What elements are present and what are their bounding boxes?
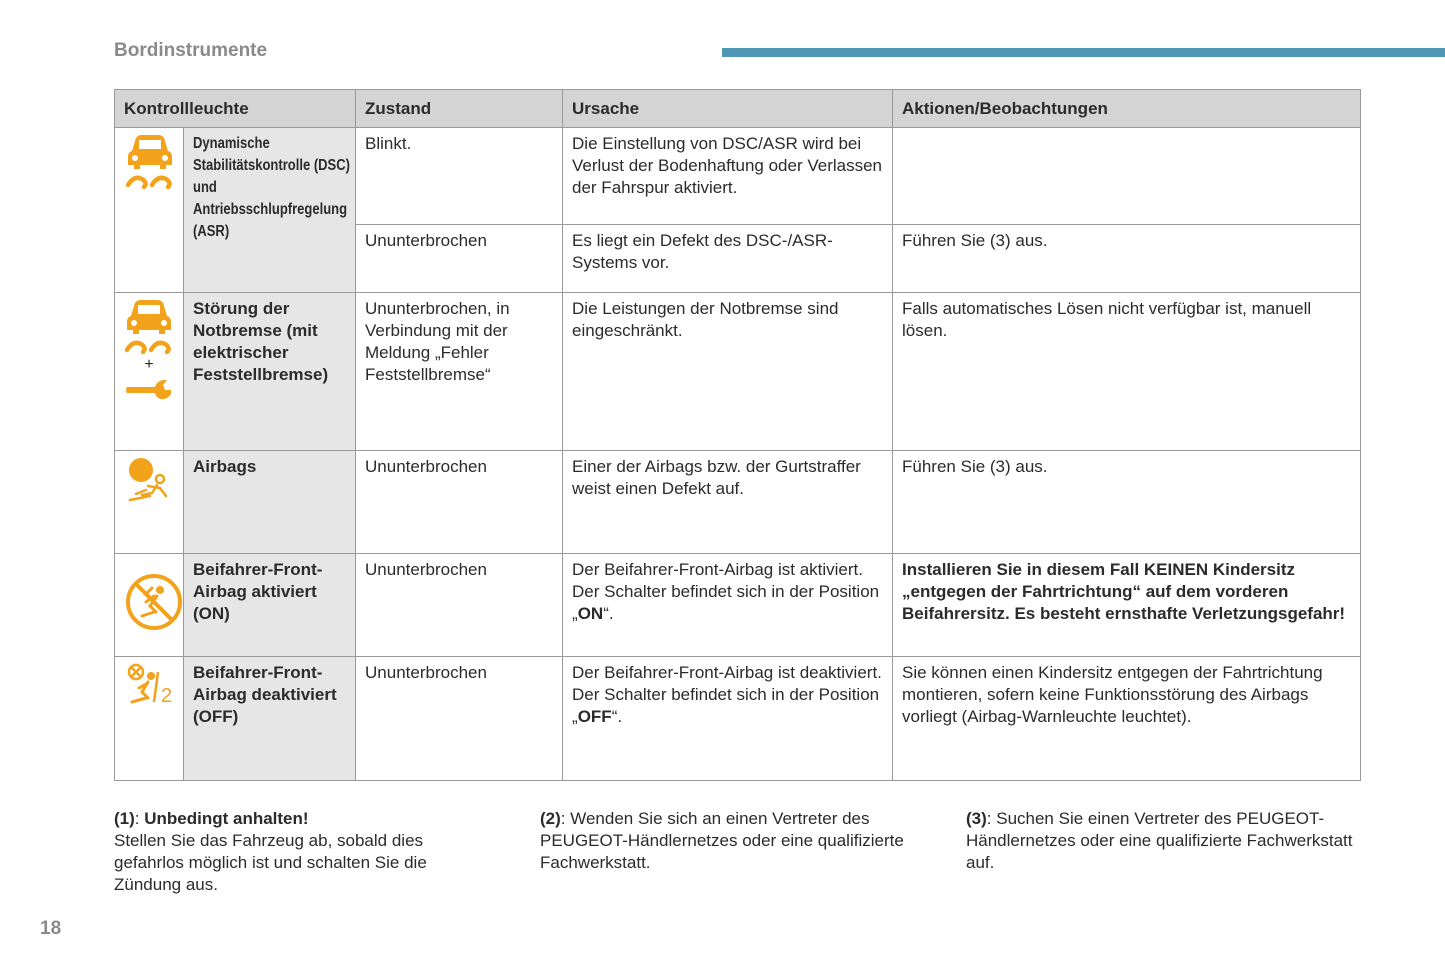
cause-cell: Es liegt ein Defekt des DSC-/ASR-Systems vor.	[563, 225, 893, 293]
column-header-actions: Aktionen/Beobachtungen	[893, 90, 1361, 128]
table-header-row	[115, 90, 1361, 128]
action-cell: Führen Sie (3) aus.	[893, 225, 1361, 293]
footnote-2: (2): Wenden Sie sich an einen Vertreter des PEUGEOT-Händlernetzes oder eine qualifizierte Fachwerkstatt.	[540, 809, 904, 872]
cause-line: Der Beifahrer-Front-Airbag ist aktiviert.	[572, 560, 863, 579]
cause-line: Der Schalter befindet sich in der Position „OFF“.	[572, 685, 880, 726]
footnote-1: (1): Unbedingt anhalten! Stellen Sie das Fahrzeug ab, sobald dies gefahrlos möglich ist und schalten Sie die Zündung aus.	[114, 809, 427, 894]
plus-sign: +	[144, 356, 154, 373]
warning-lamp-table	[114, 89, 1361, 781]
action-cell	[893, 128, 1361, 225]
lamp-name: Störung der Notbremse (mit elektrischer Feststellbremse)	[184, 293, 356, 451]
cause-cell	[563, 657, 893, 781]
state-cell: Ununterbrochen	[356, 225, 563, 293]
passenger-airbag-on-icon	[124, 572, 184, 632]
icon-cell	[115, 128, 184, 293]
cause-line: Der Schalter befindet sich in der Position „ON“.	[572, 582, 880, 623]
state-cell: Ununterbrochen	[356, 554, 563, 657]
action-cell: Installieren Sie in diesem Fall KEINEN Kindersitz „entgegen der Fahrtrichtung“ auf dem vorderen Beifahrersitz. Es besteht ernsthafte Verletzungsgefahr!	[893, 554, 1361, 657]
action-cell: Falls automatisches Lösen nicht verfügbar ist, manuell lösen.	[893, 293, 1361, 451]
table-row	[115, 128, 1361, 225]
svg-text:2: 2	[161, 685, 173, 707]
airbag-icon	[124, 456, 172, 502]
cause-cell: Die Einstellung von DSC/ASR wird bei Verlust der Bodenhaftung oder Verlassen der Fahrspur aktiviert.	[563, 128, 893, 225]
lamp-name: Airbags	[184, 451, 356, 554]
passenger-airbag-off-icon	[124, 662, 178, 708]
skid-car-icon	[123, 298, 175, 354]
icon-cell	[115, 657, 184, 781]
column-header-state: Zustand	[356, 90, 563, 128]
cause-cell	[563, 554, 893, 657]
cause-cell: Einer der Airbags bzw. der Gurtstraffer weist einen Defekt auf.	[563, 451, 893, 554]
action-cell: Führen Sie (3) aus.	[893, 451, 1361, 554]
skid-car-icon	[124, 133, 176, 189]
wrench-icon	[125, 378, 173, 402]
column-header-lamp: Kontrollleuchte	[115, 90, 356, 128]
icon-cell	[115, 451, 184, 554]
state-cell: Ununterbrochen	[356, 657, 563, 781]
table-row	[115, 293, 1361, 451]
section-title: Bordinstrumente	[114, 40, 268, 61]
column-header-cause: Ursache	[563, 90, 893, 128]
table-row	[115, 657, 1361, 781]
table-row	[115, 554, 1361, 657]
cause-cell: Die Leistungen der Notbremse sind eingeschränkt.	[563, 293, 893, 451]
table-row	[115, 451, 1361, 554]
icon-cell	[115, 293, 184, 451]
lamp-name: Beifahrer-Front-Airbag deaktiviert (OFF)	[184, 657, 356, 781]
action-cell: Sie können einen Kindersitz entgegen der Fahrtrichtung montieren, sofern keine Funktionsstörung des Airbags vorliegt (Airbag-Warnleuchte leuchtet).	[893, 657, 1361, 781]
cause-line: Der Beifahrer-Front-Airbag ist deaktiviert.	[572, 663, 882, 682]
header-accent-bar	[722, 48, 1445, 57]
state-cell: Blinkt.	[356, 128, 563, 225]
icon-cell	[115, 554, 184, 657]
state-cell: Ununterbrochen	[356, 451, 563, 554]
lamp-name: Beifahrer-Front-Airbag aktiviert (ON)	[184, 554, 356, 657]
state-cell: Ununterbrochen, in Verbindung mit der Meldung „Fehler Feststellbremse“	[356, 293, 563, 451]
lamp-name: Dynamische Stabilitätskontrolle (DSC) und Antriebsschlupfregelung (ASR)	[184, 128, 356, 293]
footnote-3: (3): Suchen Sie einen Vertreter des PEUGEOT-Händlernetzes oder eine qualifizierte Fachwerkstatt auf.	[966, 809, 1353, 872]
page-number: 18	[40, 918, 62, 939]
